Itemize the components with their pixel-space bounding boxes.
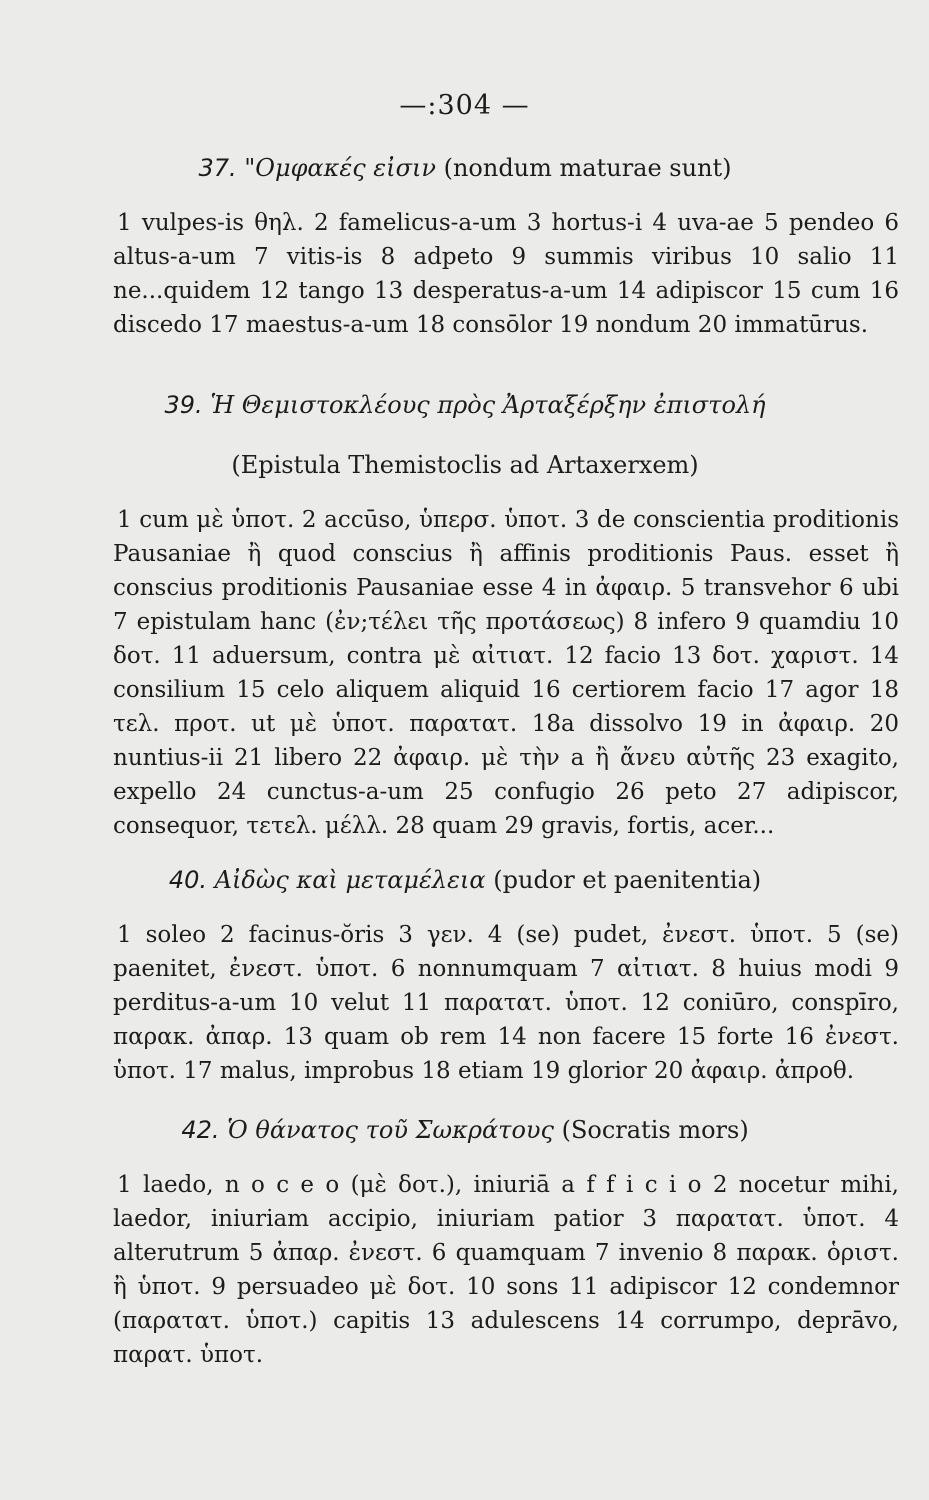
section-42-latin-title: (Socratis mors) (561, 1116, 749, 1144)
section-39-number: 39. (164, 391, 203, 419)
section-37-body: 1 vulpes-is θηλ. 2 famelicus-a-um 3 hortus-i 4 uva-ae 5 pendeo 6 altus-a-um 7 vitis-is 8 adpeto 9 summis viribus 10 salio 11 ne...quidem 12 tango 13 desperatus-a-um 14 adipiscor 15 cum 16 discedo 17 maestus-a-um 18 consōlor 19 nondum 20 immatūrus. (113, 210, 899, 338)
section-39-heading (100, 387, 830, 423)
section-39-latin-title: (Epistula Themistoclis ad Artaxerxem) (231, 451, 699, 479)
section-40-body: 1 soleo 2 facinus-ŏris 3 γεν. 4 (se) pudet, ἐνεστ. ὑποτ. 5 (se) paenitet, ἐνεστ. ὑποτ. 6 nonnumquam 7 αἰτιατ. 8 huius modi 9 perditus-a-um 10 velut 11 παρατατ. ὑποτ. 12 coniūro, conspīro, παρακ. ἀπαρ. 13 quam ob rem 14 non facere 15 forte 16 ἐνεστ. ὑποτ. 17 malus, improbus 18 etiam 19 glorior 20 ἀφαιρ. ἀπροθ. (113, 922, 899, 1084)
section-39-greek-title: Ἡ Θεμιστοκλέους πρὸς Ἀρταξέρξην ἐπιστολή (210, 391, 766, 419)
section-42-body: 1 laedo, n o c e o (μὲ δοτ.), iniuriā a f f i c i o 2 nocetur mihi, laedor, iniuriam accipio, iniuriam patior 3 παρατατ. ὑποτ. 4 alterutrum 5 ἀπαρ. ἐνεστ. 6 quamquam 7 invenio 8 παρακ. ὁριστ. ἢ ὑποτ. 9 persuadeo μὲ δοτ. 10 sons 11 adipiscor 12 condemnor (παρατατ. ὑποτ.) capitis 13 adulescens 14 corrumpo, deprāvo, παρατ. ὑποτ. (113, 1172, 899, 1368)
section-40-number: 40. (168, 866, 208, 894)
section-37-greek-title: "Ομφακές εἰσιν (244, 154, 436, 182)
section-40-greek-title: Αἰδὼς καὶ μεταμέλεια (214, 866, 486, 894)
section-42-heading (100, 1112, 830, 1148)
section-37-number: 37. (198, 154, 237, 182)
section-40-heading (100, 862, 830, 898)
section-42-greek-title: Ὁ θάνατος τοῦ Σωκράτους (227, 1116, 554, 1144)
section-42-number: 42. (181, 1116, 220, 1144)
section-37-heading (100, 150, 830, 186)
section-37-latin-title: (nondum maturae sunt) (443, 154, 732, 182)
section-39-body: 1 cum μὲ ὑποτ. 2 accūso, ὑπερσ. ὑποτ. 3 de conscientia proditionis Pausaniae ἢ quod conscius ἢ affinis proditionis Paus. esset ἢ conscius proditionis Pausaniae esse 4 in ἀφαιρ. 5 transvehor 6 ubi 7 epistulam hanc (ἐν;τέλει τῆς προτάσεως) 8 infero 9 quamdiu 10 δοτ. 11 aduersum, contra μὲ αἰτιατ. 12 facio 13 δοτ. χαριστ. 14 consilium 15 celo aliquem aliquid 16 certiorem facio 17 agor 18 τελ. προτ. ut μὲ ὑποτ. παρατατ. 18a dissolvo 19 in ἀφαιρ. 20 nuntius-ii 21 libero 22 ἀφαιρ. μὲ τὴν a ἢ ἄνευ αὐτῆς 23 exagito, expello 24 cunctus-a-um 25 confugio 26 peto 27 adipiscor, consequor, τετελ. μέλλ. 28 quam 29 gravis, fortis, acer... (113, 507, 899, 839)
section-40-latin-title: (pudor et paenitentia) (493, 866, 762, 894)
page-number: —:304 — (399, 90, 530, 121)
